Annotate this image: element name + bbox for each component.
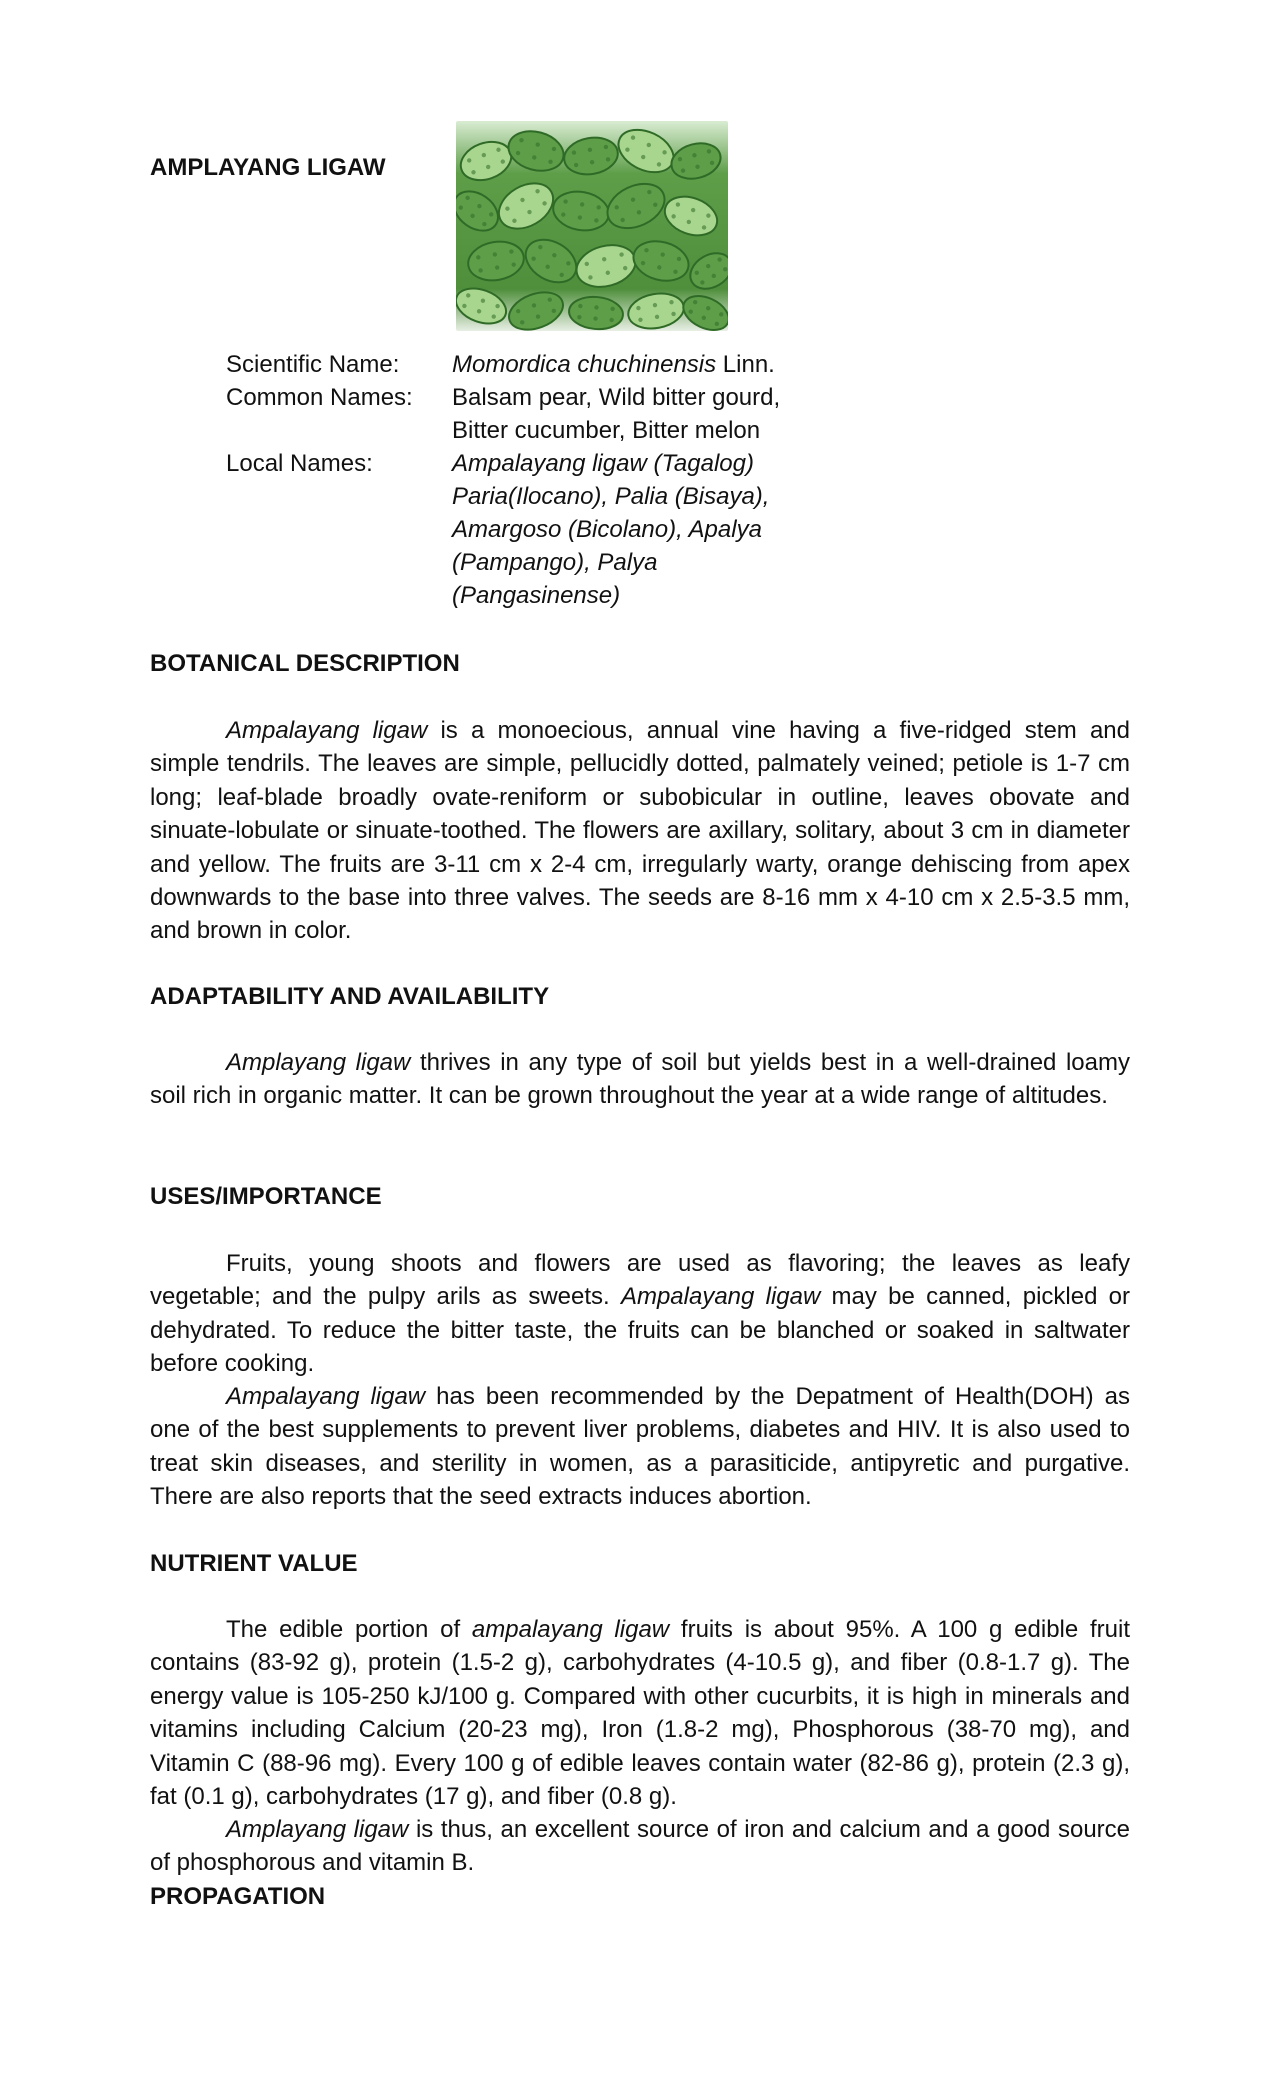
nutrient-value-heading: NUTRIENT VALUE <box>150 1550 358 1577</box>
gourd-fruit <box>456 282 511 330</box>
scientific-name-label: Scientific Name: <box>226 351 400 378</box>
uses-paragraph-1 <box>150 1247 1130 1381</box>
adaptability-text: thrives in any type of soil but yields best in a well-drained loamy soil rich in organic matter. It can be grown throughout the year at a wide range of altitudes. <box>150 1049 1130 1110</box>
botanical-description-paragraph <box>150 714 1130 948</box>
gourd-fruit <box>518 231 584 291</box>
adaptability-paragraph <box>150 1046 1130 1113</box>
nutrient-text-a: The edible portion of <box>226 1616 472 1643</box>
gourd-fruit <box>629 235 693 286</box>
gourd-fruit <box>504 125 568 176</box>
uses-p2-italic-name: Ampalayang ligaw <box>226 1383 426 1410</box>
gourd-fruit <box>504 285 568 331</box>
adaptability-heading: ADAPTABILITY AND AVAILABILITY <box>150 983 550 1010</box>
uses-paragraph-2 <box>150 1380 1130 1514</box>
common-names-value: Balsam pear, Wild bitter gourd, Bitter cucumber, Bitter melon <box>452 384 781 444</box>
gourd-fruit <box>491 174 561 238</box>
scientific-name-suffix: Linn. <box>716 351 775 378</box>
local-names-value: Ampalayang ligaw (Tagalog) Paria(Ilocano), Palia (Bisaya), Amargoso (Bicolano), Apalya (Pampango), Palya (Pangasinense) <box>452 450 770 609</box>
nutrient-p2-text: is thus, an excellent source of iron and calcium and a good source of phosphorous and vitamin B. <box>150 1816 1131 1877</box>
scientific-name-value <box>452 348 812 381</box>
gourd-fruit <box>456 135 517 187</box>
gourd-fruit <box>456 183 505 238</box>
page-title: AMPLAYANG LIGAW <box>150 154 386 181</box>
gourd-fruit <box>659 190 722 242</box>
adaptability-italic-name: Amplayang ligaw <box>226 1049 411 1076</box>
scientific-name-row <box>226 348 812 381</box>
uses-italic-name: Ampalayang ligaw <box>620 1283 821 1311</box>
gourd-fruit <box>612 122 681 181</box>
botanical-italic-name: Ampalayang ligaw <box>226 717 428 744</box>
gourd-fruit <box>600 175 671 237</box>
gourd-fruit <box>561 134 620 179</box>
gourd-fruit <box>667 138 724 184</box>
bitter-gourd-photo <box>456 121 728 331</box>
common-names-row <box>226 381 812 447</box>
gourd-fruit <box>572 239 640 293</box>
local-names-row <box>226 447 812 612</box>
bitter-gourd-illustration <box>456 121 728 331</box>
gourd-fruit <box>625 289 686 331</box>
gourd-fruit <box>568 295 625 331</box>
nutrient-italic-name: ampalayang ligaw <box>471 1616 670 1643</box>
botanical-text: is a monoecious, annual vine having a five-ridged stem and simple tendrils. The leaves are simple, pellucidly dotted, palmately veined; petiole is 1-7 cm long; leaf-blade broadly ovate-reniform or subobicular in outline, leaves obovate and sinuate-lobulate or sinuate-toothed. The flowers are axillary, solitary, about 3 cm in diameter and yellow. The fruits are 3-11 cm x 2-4 cm, irregularly warty, orange dehiscing from apex downwards to the base into three valves. The seeds are 8-16 mm x 4-10 cm x 2.5-3.5 mm, and brown in color. <box>150 717 1130 945</box>
gourd-fruit <box>465 237 527 284</box>
uses-text-a: Fruits, young shoots and flowers are used as flavoring; the leaves as leafy vegetable; and the pulpy arils as sweets. <box>150 1250 1130 1311</box>
uses-text-b: may be canned, pickled or dehydrated. To reduce the bitter taste, the fruits can be blanched or soaked in saltwater before cooking. <box>150 1283 1131 1378</box>
nutrient-paragraph-1 <box>150 1613 1130 1813</box>
uses-p2-text: has been recommended by the Depatment of Health(DOH) as one of the best supplements to prevent liver problems, diabetes and HIV. It is also used to treat skin diseases, and sterility in women, as a parasiticide, antipyretic and purgative. There are also reports that the seed extracts induces abortion. <box>150 1383 1131 1511</box>
plant-names <box>226 348 812 612</box>
gourd-fruit <box>684 246 728 296</box>
nutrient-p2-italic-name: Amplayang ligaw <box>226 1816 409 1843</box>
scientific-name-italic: Momordica chuchinensis <box>452 351 717 378</box>
nutrient-text-b: fruits is about 95%. A 100 g edible fruit contains (83-92 g), protein (1.5-2 g), carbohydrates (4-10.5 g), and fiber (0.8-1.7 g). The energy value is 105-250 kJ/100 g. Compared with other cucurbits, it is high in minerals and vitamins including Calcium (20-23 mg), Iron (1.8-2 mg), Phosphorous (38-70 mg), and Vitamin C (88-96 mg). Every 100 g of edible leaves contain water (82-86 g), protein (2.3 g), fat (0.1 g), carbohydrates (17 g), and fiber (0.8 g). <box>150 1616 1131 1811</box>
gourd-fruit <box>550 187 612 234</box>
local-names-label: Local Names: <box>226 450 373 477</box>
propagation-heading: PROPAGATION <box>150 1883 326 1910</box>
common-names-label: Common Names: <box>226 384 413 411</box>
nutrient-paragraph-2 <box>150 1813 1130 1880</box>
botanical-description-heading: BOTANICAL DESCRIPTION <box>150 650 460 677</box>
uses-importance-heading: USES/IMPORTANCE <box>150 1183 382 1210</box>
gourd-fruit <box>678 289 728 331</box>
